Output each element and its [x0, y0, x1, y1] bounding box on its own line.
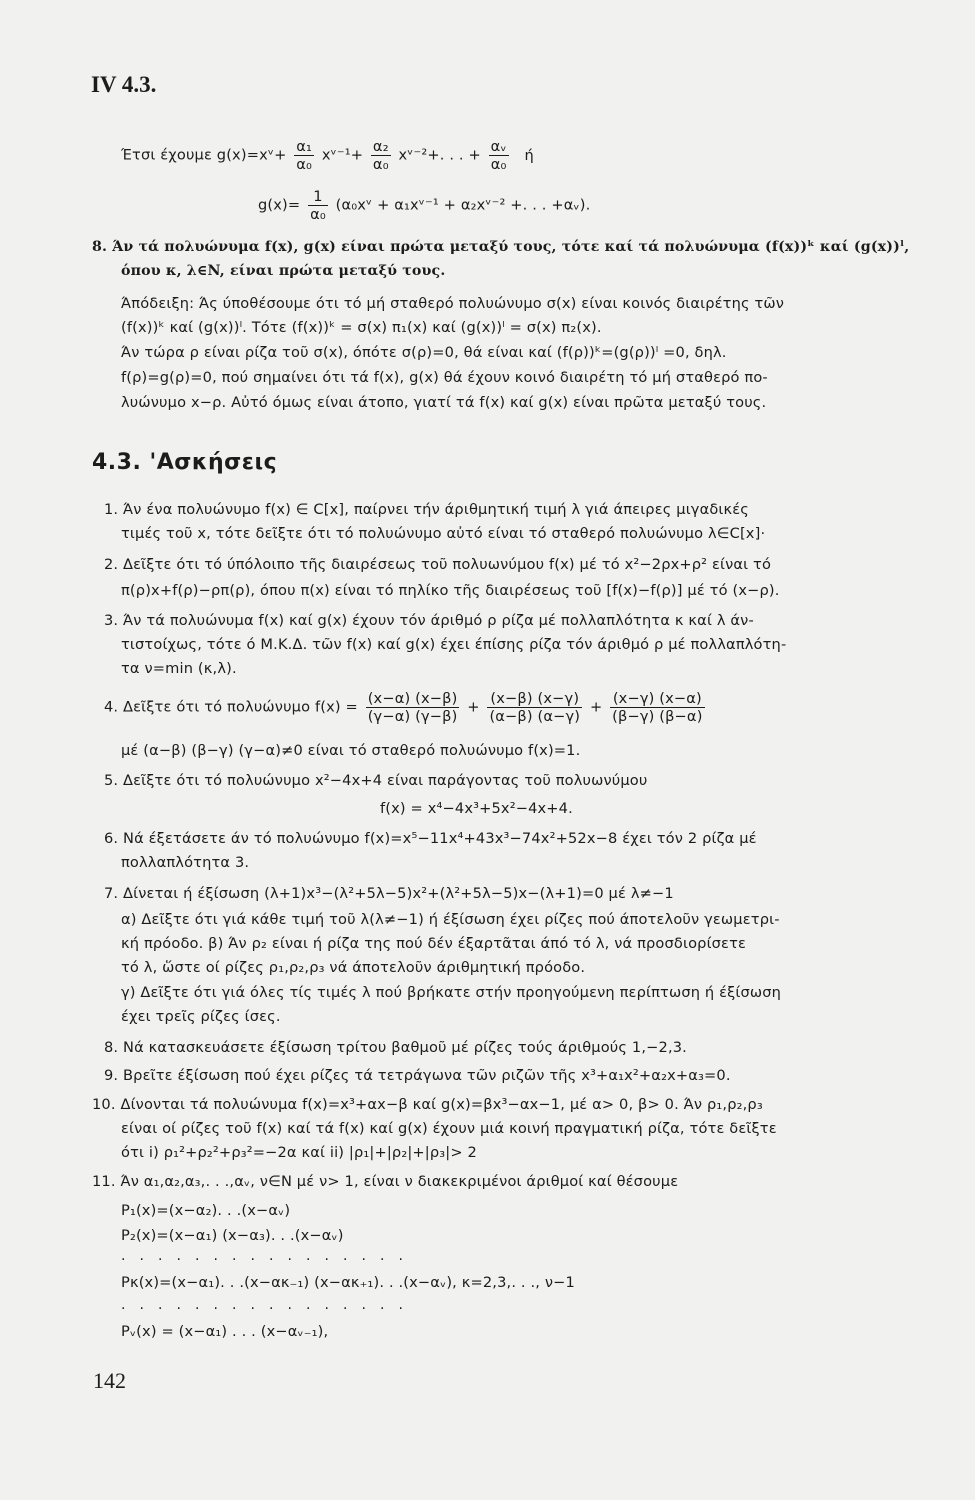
exercise-7-line-3: κή πρόοδο. β) Άν ρ₂ είναι ή ρίζα της πού δέν έξαρτᾶται άπό τό λ, νά προσδιορίσετε: [121, 935, 747, 952]
theorem-8-line-2: όπου κ, λ∈N, είναι πρώτα μεταξύ τους.: [121, 263, 446, 279]
exercise-10-line-1: 10. Δίνονται τά πολυώνυμα f(x)=x³+αx−β καί g(x)=βx³−αx−1, μέ α> 0, β> 0. Άν ρ₁,ρ₂,ρ₃: [92, 1096, 763, 1113]
exercise-5-line-1: 5. Δεῖξτε ότι τό πολυώνυμο x²−4x+4 είναι παράγοντας τοῦ πολυωνύμου: [104, 772, 648, 789]
intro-line-1-end: ή: [524, 146, 534, 164]
fraction-av-a0: $\frac{\text{αᵥ}}{\text{α₀}}$: [490, 138, 507, 173]
page-number: 142: [93, 1368, 126, 1393]
proof-line-2: (f(x))ᵏ καί (g(x))ˡ. Τότε (f(x))ᵏ = σ(x) π₁(x) καί (g(x))ˡ = σ(x) π₂(x).: [121, 319, 602, 336]
exercise-2-line-1: 2. Δεῖξτε ότι τό ύπόλοιπο τῆς διαιρέσεως τοῦ πολυωνύμου f(x) μέ τό x²−2ρx+ρ² είναι τό: [104, 556, 772, 573]
exercise-1-line-2: τιμές τοῦ x, τότε δεῖξτε ότι τό πολυώνυμο αὐτό είναι τό σταθερό πολυώνυμο λ∈C[x]·: [121, 525, 766, 542]
ellipsis-row: . . . . . . . . . . . . . . . .: [121, 1248, 408, 1264]
exercise-4-fraction-3: $\frac{(x-\gamma) (x-\alpha)}{(\beta-\gamma) (\beta-\alpha)}$: [612, 690, 703, 725]
exercise-4-fraction-1: $\frac{(x-\alpha) (x-\beta)}{(\gamma-\alpha) (\gamma-\beta)}$: [367, 690, 458, 725]
exercise-1-line-1: 1. Άν ένα πολυώνυμο f(x) ∈ C[x], παίρνει τήν άριθμητική τιμή λ γιά άπειρες μιγαδικές: [104, 501, 750, 518]
exercise-7-line-1: 7. Δίνεται ή έξίσωση (λ+1)x³−(λ²+5λ−5)x²+(λ²+5λ−5)x−(λ+1)=0 μέ λ≠−1: [104, 885, 674, 902]
exercise-11-p1: P₁(x)=(x−α₂). . .(x−αᵥ): [121, 1202, 291, 1219]
exercise-3-line-2: τιστοίχως, τότε ό Μ.Κ.Δ. τῶν f(x) καί g(x) έχει έπίσης ρίζα τόν άριθμό ρ μέ πολλαπλότη-: [121, 636, 787, 653]
intro-line-1-head: Έτσι έχουμε g(x)=xᵛ+: [121, 146, 287, 164]
exercise-9: 9. Βρεῖτε έξίσωση πού έχει ρίζες τά τετράγωνα τῶν ριζῶν τῆς x³+α₁x²+α₂x+α₃=0.: [104, 1067, 731, 1084]
exercise-6-line-1: 6. Νά έξετάσετε άν τό πολυώνυμο f(x)=x⁵−11x⁴+43x³−74x²+52x−8 έχει τόν 2 ρίζα μέ: [104, 830, 757, 847]
section-title: 4.3. 'Ασκήσεις: [92, 450, 278, 475]
proof-line-3: Άν τώρα ρ είναι ρίζα τοῦ σ(x), όπότε σ(ρ)=0, θά είναι καί (f(ρ))ᵏ=(g(ρ))ˡ =0, δηλ.: [121, 344, 727, 361]
plus-sign: +: [589, 698, 603, 716]
exercise-11-line-1: 11. Άν α₁,α₂,α₃,. . .,αᵥ, ν∈N μέ ν> 1, είναι ν διακεκριμένοι άριθμοί καί θέσουμε: [92, 1173, 679, 1190]
proof-line-1: Άπόδειξη: Άς ύποθέσουμε ότι τό μή σταθερό πολυώνυμο σ(x) είναι κοινός διαιρέτης τῶν: [121, 295, 785, 312]
theorem-8-line-1: 8. Άν τά πολυώνυμα f(x), g(x) είναι πρώτα μεταξύ τους, τότε καί τά πολυώνυμα (f(x))ᵏ καί (g(x))ˡ,: [92, 239, 910, 255]
exercise-10-line-3: ότι i) ρ₁²+ρ₂²+ρ₃²=−2α καί ii) |ρ₁|+|ρ₂|+|ρ₃|> 2: [121, 1144, 477, 1161]
exercise-7-line-5: γ) Δεῖξτε ότι γιά όλες τίς τιμές λ πού βρήκατε στήν προηγούμενη περίπτωση ή έξίσωση: [121, 984, 782, 1001]
exercise-2-line-2: π(ρ)x+f(ρ)−ρπ(ρ), όπου π(x) είναι τό πηλίκο τῆς διαιρέσεως τοῦ [f(x)−f(ρ)] μέ τό (x−ρ).: [121, 582, 780, 599]
intro-line-2: [258, 188, 590, 223]
exercise-4-fraction-2: $\frac{(x-\beta) (x-\gamma)}{(\alpha-\beta) (\alpha-\gamma)}$: [489, 690, 581, 725]
exercise-4-line-2: μέ (α−β) (β−γ) (γ−α)≠0 είναι τό σταθερό πολυώνυμο f(x)=1.: [121, 742, 581, 759]
exercise-3-line-3: τα ν=min (κ,λ).: [121, 660, 237, 677]
intro-term-1: xᵛ⁻¹+: [321, 146, 364, 164]
proof-line-5: λυώνυμο x−ρ. Αὐτό όμως είναι άτοπο, γιατί τά f(x) καί g(x) είναι πρῶτα μεταξύ τους.: [121, 394, 767, 411]
running-header: IV 4.3.: [91, 72, 157, 97]
exercise-7-line-6: έχει τρεῖς ρίζες ίσες.: [121, 1008, 281, 1025]
exercise-11-pv: Pᵥ(x) = (x−α₁) . . . (x−αᵥ₋₁),: [121, 1323, 329, 1340]
exercise-6-line-2: πολλαπλότητα 3.: [121, 854, 250, 871]
exercise-11-p2: P₂(x)=(x−α₁) (x−α₃). . .(x−αᵥ): [121, 1227, 344, 1244]
exercise-4-line-1: [104, 690, 708, 725]
fraction-a2-a0: $\frac{\text{α₂}}{\text{α₀}}$: [372, 138, 389, 173]
exercise-4-lead: 4. Δεῖξτε ότι τό πολυώνυμο f(x) =: [104, 698, 358, 716]
intro-term-2: xᵛ⁻²+. . . +: [398, 146, 481, 164]
fraction-1-a0: $\frac{1}{\text{α₀}}$: [310, 188, 326, 223]
plus-sign: +: [467, 698, 480, 716]
ellipsis-row: . . . . . . . . . . . . . . . .: [121, 1297, 408, 1313]
exercise-8: 8. Νά κατασκευάσετε έξίσωση τρίτου βαθμοῦ μέ ρίζες τούς άριθμούς 1,−2,3.: [104, 1039, 687, 1056]
exercise-3-line-1: 3. Άν τά πολυώνυμα f(x) καί g(x) έχουν τόν άριθμό ρ ρίζα μέ πολλαπλότητα κ καί λ άν-: [104, 612, 754, 629]
intro-line-1: [121, 138, 534, 173]
exercise-10-line-2: είναι οί ρίζες τοῦ f(x) καί τά f(x) καί g(x) έχουν μιά κοινή πραγματική ρίζα, τότε δεῖξτε: [121, 1120, 777, 1137]
exercise-5-line-2: f(x) = x⁴−4x³+5x²−4x+4.: [380, 800, 573, 817]
exercise-7-line-2: α) Δεῖξτε ότι γιά κάθε τιμή τοῦ λ(λ≠−1) ή έξίσωση έχει ρίζες πού άποτελοῦν γεωμετρι-: [121, 911, 780, 928]
exercise-11-pk: Pκ(x)=(x−α₁). . .(x−ακ₋₁) (x−ακ₊₁). . .(x−αᵥ), κ=2,3,. . ., ν−1: [121, 1274, 575, 1291]
fraction-a1-a0: $\frac{\text{α₁}}{\text{α₀}}$: [296, 138, 313, 173]
proof-line-4: f(ρ)=g(ρ)=0, πού σημαίνει ότι τά f(x), g(x) θά έχουν κοινό διαιρέτη τό μή σταθερό πο-: [121, 369, 768, 386]
exercise-7-line-4: τό λ, ὥστε οί ρίζες ρ₁,ρ₂,ρ₃ νά άποτελοῦν άριθμητική πρόοδο.: [121, 959, 586, 976]
intro-line-2-tail: (α₀xᵛ + α₁xᵛ⁻¹ + α₂xᵛ⁻² +. . . +αᵥ).: [335, 196, 591, 214]
intro-line-2-head: g(x)=: [258, 196, 301, 214]
